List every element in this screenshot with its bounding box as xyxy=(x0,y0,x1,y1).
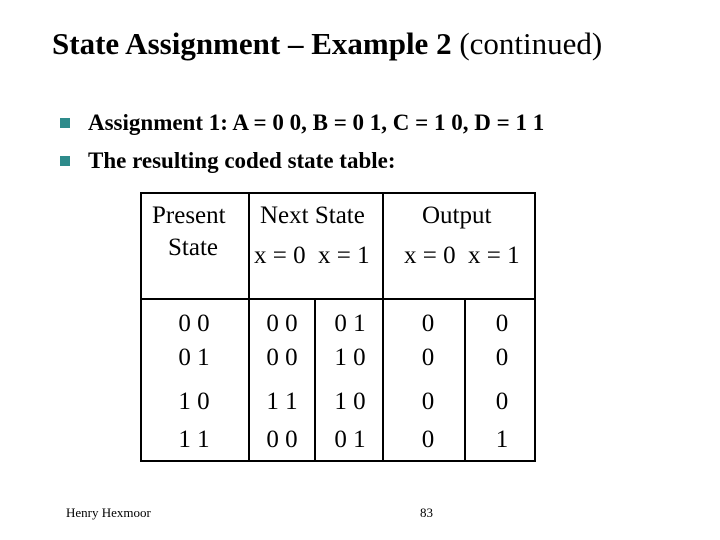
cell-out-x0: 0 xyxy=(421,388,435,415)
bullet-text: Assignment 1: A = 0 0, B = 0 1, C = 1 0, D = 1 1 xyxy=(88,110,545,135)
table-divider xyxy=(464,298,466,460)
cell-present: 1 0 xyxy=(178,388,210,415)
title-continued: (continued) xyxy=(459,26,603,61)
cell-next-x1: 1 0 xyxy=(334,388,366,415)
cell-next-x1: 1 0 xyxy=(334,344,366,371)
cell-next-x0: 1 1 xyxy=(266,388,298,415)
table-divider xyxy=(314,298,316,460)
cell-out-x0: 0 xyxy=(421,426,435,453)
header-present: Present xyxy=(152,202,226,229)
slide-title xyxy=(52,24,602,64)
bullet-text: The resulting coded state table: xyxy=(88,148,396,173)
cell-out-x1: 0 xyxy=(495,344,509,371)
footer-author: Henry Hexmoor xyxy=(66,505,151,520)
header-next-x1: x = 1 xyxy=(318,242,370,269)
cell-present: 0 0 xyxy=(178,310,210,337)
cell-next-x0: 0 0 xyxy=(266,310,298,337)
table-divider xyxy=(382,194,384,460)
page-number: 83 xyxy=(420,505,433,520)
cell-out-x0: 0 xyxy=(421,310,435,337)
cell-present: 0 1 xyxy=(178,344,210,371)
table-header-divider xyxy=(142,298,534,300)
header-out-x0: x = 0 xyxy=(404,242,456,269)
table-divider xyxy=(248,194,250,460)
square-bullet-icon xyxy=(60,156,70,166)
header-state: State xyxy=(168,234,218,261)
header-next-x0: x = 0 xyxy=(254,242,306,269)
cell-present: 1 1 xyxy=(178,426,210,453)
cell-out-x0: 0 xyxy=(421,344,435,371)
square-bullet-icon xyxy=(60,118,70,128)
cell-next-x0: 0 0 xyxy=(266,426,298,453)
header-next-state: Next State xyxy=(260,202,365,229)
cell-out-x1: 0 xyxy=(495,310,509,337)
title-main: State Assignment – Example 2 xyxy=(52,26,452,61)
cell-out-x1: 0 xyxy=(495,388,509,415)
cell-next-x1: 0 1 xyxy=(334,310,366,337)
header-output: Output xyxy=(422,202,492,229)
cell-next-x1: 0 1 xyxy=(334,426,366,453)
cell-next-x0: 0 0 xyxy=(266,344,298,371)
coded-state-table xyxy=(140,192,536,462)
header-out-x1: x = 1 xyxy=(468,242,520,269)
cell-out-x1: 1 xyxy=(495,426,509,453)
